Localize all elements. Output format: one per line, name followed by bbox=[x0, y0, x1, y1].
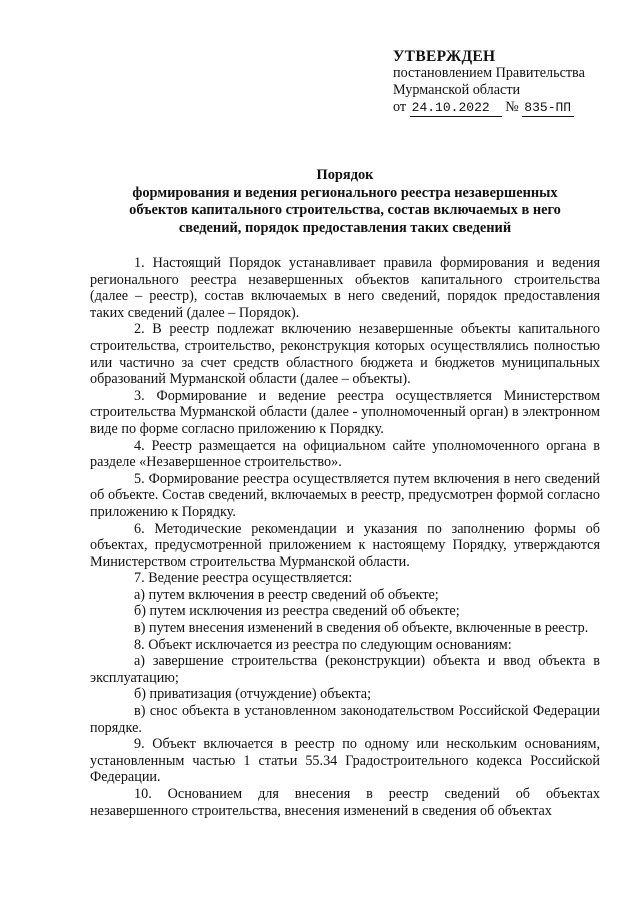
paragraph: а) завершение строительства (реконструкции) объекта и ввод объекта в эксплуатацию; bbox=[90, 653, 600, 686]
approval-heading: УТВЕРЖДЕН bbox=[393, 48, 496, 65]
date-prefix: от bbox=[393, 99, 407, 115]
approval-date: 24.10.2022 bbox=[410, 99, 502, 117]
document-body bbox=[90, 255, 600, 819]
paragraph: 5. Формирование реестра осуществляется путем включения в него сведений об объекте. Состав сведений, включаемых в реестр, предусмотрен формой согласно приложению к Порядку. bbox=[90, 470, 600, 520]
approval-date-line bbox=[393, 99, 633, 117]
approval-line-1: постановлением Правительства bbox=[393, 65, 585, 81]
document-title bbox=[90, 167, 600, 237]
paragraph: б) путем исключения из реестра сведений об объекте; bbox=[134, 603, 460, 620]
paragraph: б) приватизация (отчуждение) объекта; bbox=[134, 686, 372, 703]
paragraph: 1. Настоящий Порядок устанавливает правила формирования и ведения регионального реестра незавершенных объектов капитального строительства (далее – реестр), состав включаемых в него сведений, порядок предоставления таких сведений (далее – Порядок). bbox=[90, 255, 600, 321]
paragraph: 4. Реестр размещается на официальном сайте уполномоченного органа в разделе «Незавершенное строительство». bbox=[90, 437, 600, 471]
approval-number: 835-ПП bbox=[522, 99, 574, 117]
number-prefix: № bbox=[505, 99, 519, 115]
title-line-4: сведений, порядок предоставления таких сведений bbox=[178, 219, 512, 236]
paragraph: а) путем включения в реестр сведений об объекте; bbox=[134, 586, 439, 603]
title-line-2: формирования и ведения регионального реестра незавершенных bbox=[132, 184, 558, 201]
paragraph: 10. Основанием для внесения в реестр сведений об объектах незавершенного строительства, внесения изменений в сведения об объектах bbox=[90, 786, 600, 819]
paragraph: 6. Методические рекомендации и указания по заполнению формы об объектах, предусмотренной приложением к настоящему Порядку, утверждаются Министерством строительства Мурманской области. bbox=[90, 520, 600, 570]
approval-stamp bbox=[393, 48, 633, 117]
approval-line-2: Мурманской области bbox=[393, 82, 521, 98]
title-line-3: объектов капитального строительства, состав включаемых в него bbox=[129, 202, 561, 218]
paragraph: 3. Формирование и ведение реестра осуществляется Министерством строительства Мурманской области (далее - уполномоченный орган) в электронном виде по форме согласно приложению к Порядку. bbox=[90, 387, 600, 437]
paragraph: 9. Объект включается в реестр по одному или нескольким основаниям, установленным частью 1 статьи 55.34 Градостроительного кодекса Российской Федерации. bbox=[90, 736, 600, 786]
paragraph: в) снос объекта в установленном законодательством Российской Федерации порядке. bbox=[90, 703, 600, 736]
paragraph: 8. Объект исключается из реестра по следующим основаниям: bbox=[134, 636, 512, 653]
paragraph: 7. Ведение реестра осуществляется: bbox=[134, 570, 353, 587]
paragraph: 2. В реестр подлежат включению незавершенные объекты капитального строительства, строительство, реконструкция которых осуществлялись полностью или частично за счет средств областного бюджета и бюджетов муниципальных образований Мурманской области (далее – объекты). bbox=[90, 321, 600, 388]
paragraph: в) путем внесения изменений в сведения об объекте, включенные в реестр. bbox=[134, 620, 589, 637]
title-line-1: Порядок bbox=[316, 167, 374, 183]
